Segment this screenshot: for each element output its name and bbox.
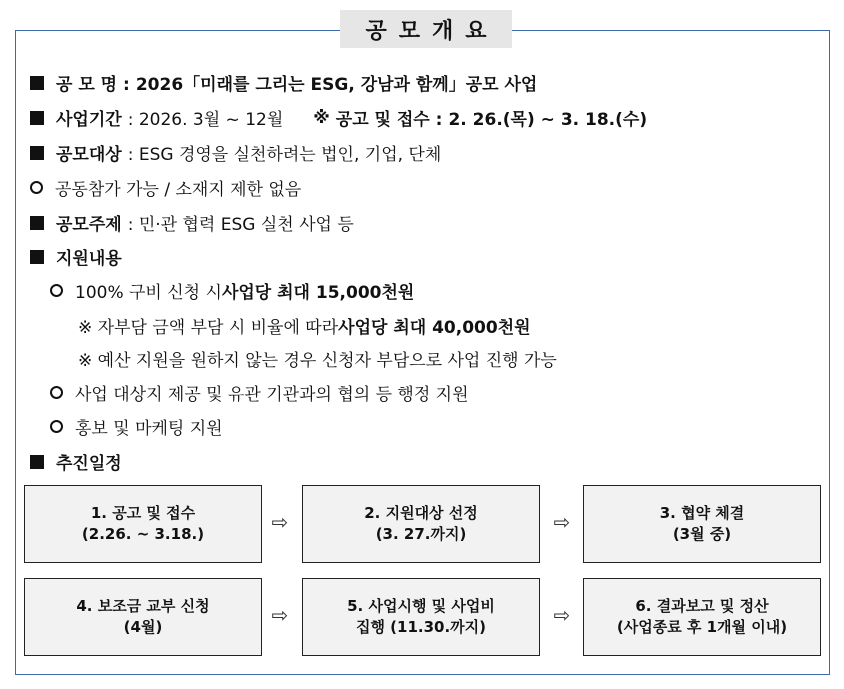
circle-bullet-icon xyxy=(50,284,63,297)
notice-value: 2. 26.(목) ~ 3. 18.(수) xyxy=(448,110,648,130)
notice-mark: ※ xyxy=(313,107,330,128)
step-5-line1: 5. 사업시행 및 사업비 xyxy=(347,597,495,615)
line-support-2 xyxy=(78,313,531,338)
square-bullet-icon xyxy=(30,250,44,264)
line-target xyxy=(30,140,441,165)
square-bullet-icon xyxy=(30,216,44,230)
step-box-4 xyxy=(24,578,262,656)
step-box-6 xyxy=(583,578,821,656)
target-label: 공모대상 xyxy=(56,145,122,165)
name-label: 공 모 명 : xyxy=(56,75,130,95)
step-1-line1: 1. 공고 및 접수 xyxy=(90,504,196,522)
target-value: : ESG 경영을 실천하려는 법인, 기업, 단체 xyxy=(127,145,442,165)
step-1-line2: (2.26. ~ 3.18.) xyxy=(81,525,205,543)
period-label: 사업기간 xyxy=(56,110,122,130)
square-bullet-icon xyxy=(30,455,44,469)
line-target-sub xyxy=(30,175,301,200)
step-4-line2: (4월) xyxy=(123,618,163,636)
line-period xyxy=(30,105,647,130)
step-5-line2: 집행 (11.30.까지) xyxy=(355,618,487,636)
step-box-2 xyxy=(302,485,540,563)
line-schedule xyxy=(30,449,122,474)
support-2b: 사업당 최대 40,000천원 xyxy=(338,318,531,338)
period-value: : 2026. 3월 ~ 12월 xyxy=(127,110,284,130)
theme-label: 공모주제 xyxy=(56,215,122,235)
support-5: 홍보 및 마케팅 지원 xyxy=(75,419,223,439)
support-2a: ※ 자부담 금액 부담 시 비율에 따라 xyxy=(78,318,339,338)
step-box-5 xyxy=(302,578,540,656)
title-wrap xyxy=(340,10,512,48)
step-box-3 xyxy=(583,485,821,563)
support-1b: 사업당 최대 15,000천원 xyxy=(221,283,415,303)
arrow-right-icon: ⇨ xyxy=(553,603,571,627)
square-bullet-icon xyxy=(30,146,44,160)
line-support-1 xyxy=(50,278,414,303)
line-support-3 xyxy=(78,346,557,371)
arrow-right-icon: ⇨ xyxy=(271,603,289,627)
line-name xyxy=(30,70,537,95)
support-3: ※ 예산 지원을 원하지 않는 경우 신청자 부담으로 사업 진행 가능 xyxy=(78,351,557,371)
circle-bullet-icon xyxy=(50,386,63,399)
page-title: 공모개요 xyxy=(340,10,512,48)
step-box-1 xyxy=(24,485,262,563)
arrow-right-icon: ⇨ xyxy=(553,510,571,534)
target-sub: 공동참가 가능 / 소재지 제한 없음 xyxy=(55,180,302,200)
arrow-right-icon: ⇨ xyxy=(271,510,289,534)
name-value: 2026「미래를 그리는 ESG, 강남과 함께」공모 사업 xyxy=(135,75,538,95)
circle-bullet-icon xyxy=(30,181,43,194)
theme-value: : 민·관 협력 ESG 실천 사업 등 xyxy=(127,215,354,235)
step-3-line1: 3. 협약 체결 xyxy=(659,504,745,522)
line-support xyxy=(30,244,122,269)
support-4: 사업 대상지 제공 및 유관 기관과의 협의 등 행정 지원 xyxy=(75,385,469,405)
support-1a: 100% 구비 신청 시 xyxy=(75,283,222,303)
step-2-line1: 2. 지원대상 선정 xyxy=(364,504,478,522)
step-2-line2: (3. 27.까지) xyxy=(375,525,467,543)
schedule-label: 추진일정 xyxy=(56,454,122,474)
step-3-line2: (3월 중) xyxy=(672,525,732,543)
line-support-5 xyxy=(50,414,223,439)
step-6-line2: (사업종료 후 1개월 이내) xyxy=(616,618,788,636)
line-support-4 xyxy=(50,380,469,405)
circle-bullet-icon xyxy=(50,420,63,433)
step-6-line1: 6. 결과보고 및 정산 xyxy=(635,597,769,615)
square-bullet-icon xyxy=(30,111,44,125)
support-label: 지원내용 xyxy=(56,249,122,269)
notice-label: 공고 및 접수 : xyxy=(335,110,443,130)
line-theme xyxy=(30,210,354,235)
square-bullet-icon xyxy=(30,76,44,90)
step-4-line1: 4. 보조금 교부 신청 xyxy=(76,597,210,615)
